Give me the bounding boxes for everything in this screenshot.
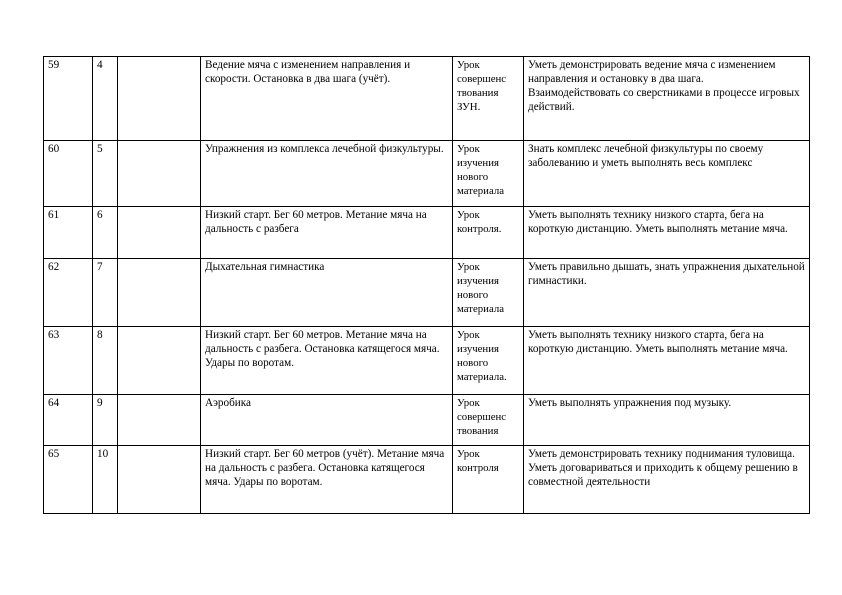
- row-requirements: Уметь выполнять упражнения под музыку.: [524, 395, 810, 446]
- row-date-cell: [118, 141, 201, 207]
- row-number: 65: [44, 446, 93, 514]
- row-topic: Ведение мяча с изменением направления и скорости. Остановка в два шага (учёт).: [201, 57, 453, 141]
- row-topic: Упражнения из комплекса лечебной физкультуры.: [201, 141, 453, 207]
- row-requirements: Уметь выполнять технику низкого старта, бега на короткую дистанцию. Уметь выполнять метание мяча.: [524, 327, 810, 395]
- table-row: [44, 327, 810, 395]
- row-requirements: Уметь правильно дышать, знать упражнения дыхательной гимнастики.: [524, 259, 810, 327]
- row-lesson-type: Урок совершенс твования: [453, 395, 524, 446]
- row-lesson-type: Урок контроля.: [453, 207, 524, 259]
- row-requirements: [524, 57, 810, 141]
- table-row: [44, 207, 810, 259]
- row-date-cell: [118, 259, 201, 327]
- lesson-plan-table: [43, 56, 810, 514]
- row-number: 62: [44, 259, 93, 327]
- row-date-cell: [118, 57, 201, 141]
- row-subnumber: 8: [93, 327, 118, 395]
- row-subnumber: 5: [93, 141, 118, 207]
- row-date-cell: [118, 446, 201, 514]
- row-requirements: Знать комплекс лечебной физкультуры по своему заболеванию и уметь выполнять весь комплекс: [524, 141, 810, 207]
- row-lesson-type: Урок изучения нового материала: [453, 259, 524, 327]
- row-subnumber: 7: [93, 259, 118, 327]
- row-number: 64: [44, 395, 93, 446]
- row-lesson-type: Урок совершенс твования ЗУН.: [453, 57, 524, 141]
- row-lesson-type: Урок контроля: [453, 446, 524, 514]
- row-number: 59: [44, 57, 93, 141]
- row-topic: Низкий старт. Бег 60 метров. Метание мяча на дальность с разбега. Остановка катящегося мяча. Удары по воротам.: [201, 327, 453, 395]
- row-topic: Низкий старт. Бег 60 метров. Метание мяча на дальность с разбега: [201, 207, 453, 259]
- row-date-cell: [118, 395, 201, 446]
- row-topic: Низкий старт. Бег 60 метров (учёт). Метание мяча на дальность с разбега. Остановка катящегося мяча. Удары по воротам.: [201, 446, 453, 514]
- table-row: [44, 395, 810, 446]
- row-topic: Дыхательная гимнастика: [201, 259, 453, 327]
- row-requirements: Уметь выполнять технику низкого старта, бега на короткую дистанцию. Уметь выполнять метание мяча.: [524, 207, 810, 259]
- row-number: 60: [44, 141, 93, 207]
- table-row: [44, 446, 810, 514]
- row-date-cell: [118, 327, 201, 395]
- row-lesson-type: Урок изучения нового материала: [453, 141, 524, 207]
- row-topic: Аэробика: [201, 395, 453, 446]
- row-lesson-type: Урок изучения нового материала.: [453, 327, 524, 395]
- row-number: 63: [44, 327, 93, 395]
- table-row: [44, 259, 810, 327]
- row-requirements: Уметь демонстрировать технику поднимания туловища. Уметь договариваться и приходить к общему решению в совместной деятельности: [524, 446, 810, 514]
- row-number: 61: [44, 207, 93, 259]
- row-subnumber: 10: [93, 446, 118, 514]
- row-subnumber: 9: [93, 395, 118, 446]
- table-row: [44, 57, 810, 141]
- row-subnumber: 4: [93, 57, 118, 141]
- requirements-line-1: Уметь демонстрировать ведение мяча с изменением направления и остановку в два шага. Взаимодействовать со сверстниками в процессе игровых действий.: [528, 59, 800, 113]
- row-date-cell: [118, 207, 201, 259]
- row-subnumber: 6: [93, 207, 118, 259]
- table-row: [44, 141, 810, 207]
